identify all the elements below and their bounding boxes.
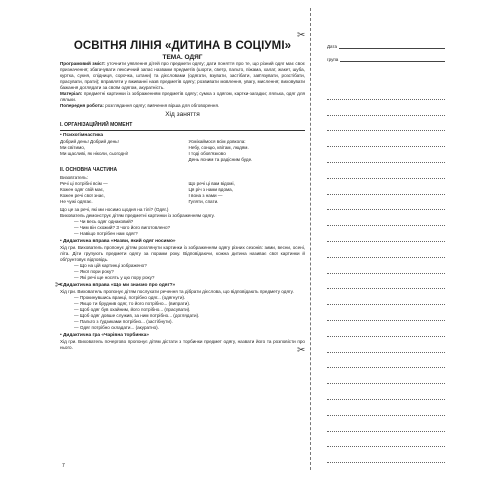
game3-title: • Дидактична гра «Чарівна торбинка» — [60, 333, 149, 338]
dialog-line: — Що на цій картинці зображено? — [74, 263, 147, 268]
game1-lines — [60, 263, 305, 281]
materials-text: предметні картинки із зображенням предметів одягу; сумка з одягом, картки-загадки; лялька, одяг для ляльки. — [60, 91, 305, 102]
date-field[interactable] — [339, 44, 445, 49]
dialog-line: — Прокинувшись вранці, потрібно одяг... (одягнути). — [74, 295, 186, 300]
note-line[interactable] — [327, 416, 445, 432]
materials-label: Матеріал: — [60, 91, 83, 96]
notes-lines — [327, 84, 445, 463]
dialog-line: — Чим він схожий? З чого його виготовлено? — [74, 225, 171, 230]
poem-line: День ясним та радісним буде. — [188, 157, 253, 162]
prework-text: розглядання одягу; вивчення вірша для обговорення. — [105, 103, 220, 108]
notes-header-form — [327, 44, 445, 70]
section-org-title: I. ОРГАНІЗАЦІЙНИЙ МОМЕНТ — [60, 122, 133, 128]
game1-text: Хід гри. Вихователь пропонує дітям розглянути картинки із зображенням одягу різних сезонів: зими, весни, осені, літа. Діти групують предмети одягу за порами року. Відповідаючи, кожна дитина називає свої картинки й обґрунтовує відповідь. — [60, 245, 305, 262]
game1-title: • Дидактична вправа «Назви, який одяг носимо» — [60, 239, 176, 244]
dialog-line: — Навіщо потрібен нам одяг? — [74, 231, 138, 236]
poem-heading: Визовтатель: — [60, 175, 88, 180]
note-line[interactable] — [327, 210, 445, 226]
group-row — [327, 57, 445, 62]
date-label: Дата — [327, 44, 337, 49]
note-line[interactable] — [327, 274, 445, 290]
poem-line: Речі ці потрібні всім — — [60, 181, 108, 186]
prework-label: Попередня робота: — [60, 103, 104, 108]
note-line[interactable] — [327, 100, 445, 116]
scissors-icon: ✂ — [297, 345, 306, 356]
poem-line: Кожен речі свої знає, — [60, 193, 105, 198]
section-main-title: II. ОСНОВНА ЧАСТИНА — [60, 167, 118, 173]
cut-line — [310, 8, 311, 470]
note-line[interactable] — [327, 242, 445, 258]
date-row — [327, 44, 445, 49]
topic-title: ТЕМА. ОДЯГ — [162, 54, 203, 61]
dialog-line: — Які речі ще носять у цю пору року? — [74, 275, 155, 280]
page-number: 7 — [62, 463, 65, 469]
note-line[interactable] — [327, 116, 445, 132]
note-line[interactable] — [327, 353, 445, 369]
note-line[interactable] — [327, 258, 445, 274]
question-note: Вихователь демонструє дітям предметні картинки із зображенням одягу. — [60, 213, 215, 218]
dialog-line: — Пальто з ґудзиками потрібно... (застібнути). — [74, 319, 173, 324]
note-line[interactable] — [327, 147, 445, 163]
psycho-left-column — [60, 139, 177, 163]
poem-right-column — [189, 181, 306, 205]
poem-left-column — [60, 181, 177, 205]
poem-line: Кожен одяг свій має, — [60, 187, 105, 192]
poem-line: Ця річ з нами вдома, — [188, 187, 233, 192]
dialog-line: — Якщо ти бруднив одяг, то його потрібно... (випрати). — [74, 301, 191, 306]
note-line[interactable] — [327, 131, 445, 147]
dialog-line: — Щоб одяг довше служив, за ним потрібно... (доглядати). — [74, 313, 200, 318]
note-line[interactable] — [327, 368, 445, 384]
poem-line: Небу, сонцю, квітам, людям. — [188, 145, 249, 150]
poem-line: Що речі ці вам відомі, — [188, 181, 235, 186]
psycho-title: • Психогімнастика — [60, 133, 104, 138]
page-title: ОСВІТНЯ ЛІНІЯ «ДИТИНА В СОЦІУМІ» — [73, 40, 292, 52]
materials — [60, 91, 305, 103]
psycho-poem — [60, 139, 305, 163]
poem-line: Ми світимо, — [60, 145, 86, 150]
note-line[interactable] — [327, 179, 445, 195]
group-label: група — [327, 57, 339, 62]
game2-text: Хід гри. Вихователь пропонує дітям послухати речення та дібрати дієслова, що відповідають предмету одягу. — [60, 289, 294, 294]
note-line[interactable] — [327, 305, 445, 321]
main-poem — [60, 181, 305, 205]
lesson-heading: Хід заняття — [165, 111, 200, 118]
note-line[interactable] — [327, 400, 445, 416]
program-content — [60, 61, 305, 91]
dialog-line: — Якої пори року? — [74, 269, 114, 274]
main-column — [60, 40, 305, 351]
poem-line: І вона з нами — — [188, 193, 223, 198]
note-line[interactable] — [327, 289, 445, 305]
question: Що це за речі, які ми носимо щодня на тілі? (Одяг.) — [60, 207, 169, 212]
poem-line: Ми щасливі, як ніколи, сьогодні! — [60, 151, 128, 156]
program-content-label: Програмовий зміст: — [60, 61, 106, 66]
divider — [60, 130, 305, 131]
dialog-line: — Чи весь одяг однаковий? — [74, 219, 134, 224]
note-line[interactable] — [327, 226, 445, 242]
program-content-text: уточнити уявлення дітей про предмети одягу; дати поняття про те, що різний одяг має своє призначення; збагачувати лексичний запас назвами предметів (шорти, светр, пальто, піжама, халат, жакет, шуба, куртка, сукня, спідниця, сорочка, штани) та дієсловами (одягати, взувати, застібати, зав'язувати, розстібати, прасувати, прати); вправляти у вживанні назв предметів одягу; розвивати мовлення, увагу, мислення; виховувати бажання доглядати за своїм одягом, акуратність. — [60, 61, 305, 90]
dialog-line: — Щоб одяг був охайним, його потрібно... (прасувати). — [74, 307, 191, 312]
note-line[interactable] — [327, 195, 445, 211]
poem-line: Усміхаймося всім довкола: — [188, 139, 246, 144]
poem-line: І тоді обов'язково — [188, 151, 226, 156]
poem-line: Добрий день! Добрий день! — [60, 139, 119, 144]
group-field[interactable] — [340, 57, 445, 62]
note-line[interactable] — [327, 384, 445, 400]
note-line[interactable] — [327, 337, 445, 353]
prework — [60, 103, 305, 109]
question-list — [60, 219, 305, 237]
scissors-icon: ✂ — [297, 30, 306, 41]
note-line[interactable] — [327, 84, 445, 100]
note-line[interactable] — [327, 447, 445, 463]
psycho-right-column — [189, 139, 306, 163]
dialog-line: — Одяг потрібно складати... (акуратно). — [74, 325, 159, 330]
game2-title: • Дидактична вправа «Що ми знаємо про одяг?» — [60, 283, 176, 288]
poem-line: Не чужі одягає. — [60, 199, 93, 204]
note-line[interactable] — [327, 321, 445, 337]
game3-text: Хід гри. Вихователь почергово пропонує дітям дістати з торбинки предмет одягу, назвати його та розповісти про нього. — [60, 339, 305, 350]
poem-line: Гуляти, спати. — [188, 199, 219, 204]
note-line[interactable] — [327, 432, 445, 448]
note-line[interactable] — [327, 163, 445, 179]
game2-lines — [60, 295, 305, 331]
scissors-icon: ✂ — [55, 280, 64, 291]
